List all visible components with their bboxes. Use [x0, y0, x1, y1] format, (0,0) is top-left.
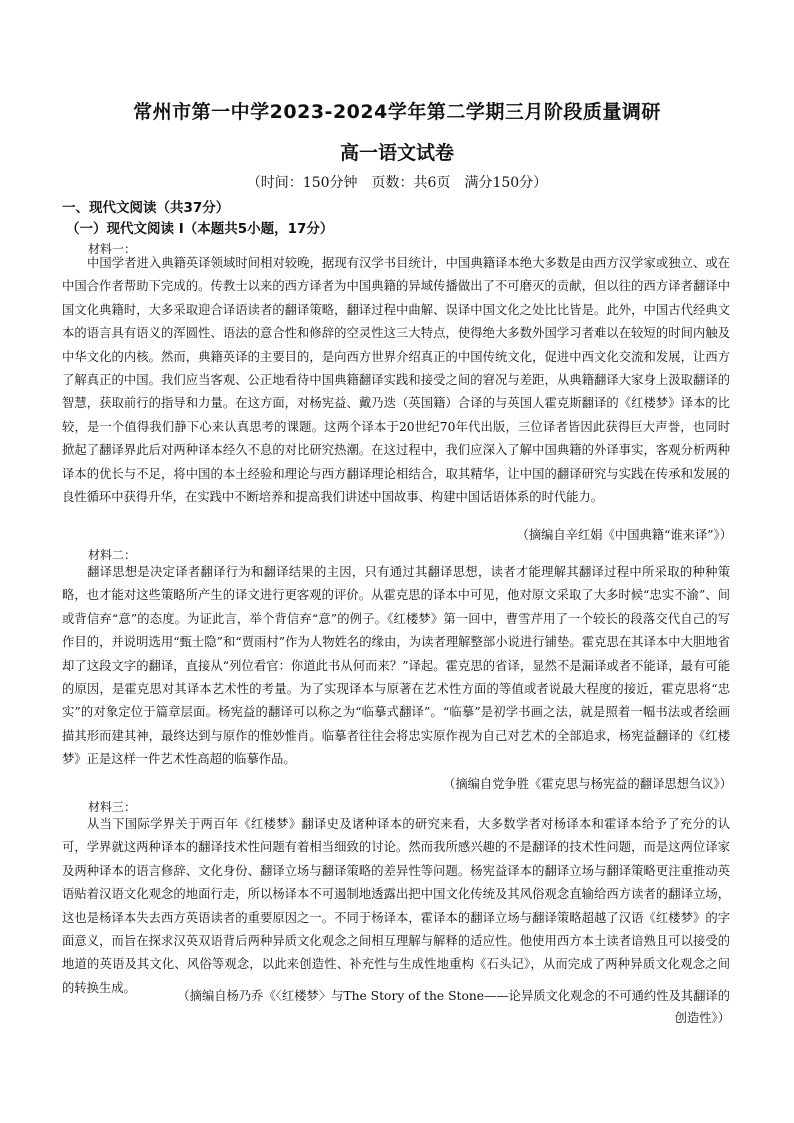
material1-label: 材料一：	[88, 242, 137, 256]
material1-text: 中国学者进入典籍英译领域时间相对较晚，据现有汉学书目统计，中国典籍译本绝大多数是由西方汉学家或独立、或在中国合作者帮助下完成的。传教士以来的西方译者为中国典籍的异域传播做出了不可磨灭的贡献，但以往的西方译者翻译中国文化典籍时，大多采取迎合译语读者的翻译策略，翻译过程中曲解、误译中国文化之处比比皆是。此外，中国古代经典文本的语言具有语义的浑圆性、语法的意合性和修辞的空灵性这三大特点，使得绝大多数外国学习者难以在较短的时间内触及中华文化的内核。然而，典籍英译的主要目的，是向西方世界介绍真正的中国传统文化，促进中西文化交流和发展，让西方了解真正的中国。我们应当客观、公正地看待中国典籍翻译实践和接受之间的窘况与差距，从典籍翻译大家身上汲取翻译的智慧，获取前行的指导和力量。在这方面，对杨宪益、戴乃迭（英国籍）合译的与英国人霍克斯翻译的《红楼梦》译本的比较，是一个值得我们静下心来认真思考的课题。这两个译本于20世纪70年代出版，三位译者皆因此获得巨大声誉，也同时掀起了翻译界此后对两种译本经久不息的对比研究热潮。在这过程中，我们应深入了解中国典籍的外译事实，客观分析两种译本的优长与不足，将中国的本土经验和理论与西方翻译理论相结合，取其精华，让中国的翻译研究与实践在传承和发展的良性循环中获得升华，在实践中不断培养和提高我们讲述中国故事、构建中国话语体系的时代能力。	[62, 256, 730, 505]
material1-source: （摘编自辛红娟《中国典籍“谁来译”》）	[516, 528, 732, 542]
exam-subtitle: 高一语文试卷	[339, 142, 454, 164]
material3-source-line2: 创造性》）	[674, 1011, 730, 1025]
material2-label: 材料二：	[88, 548, 137, 562]
section-heading: 一、现代文阅读（共37分）	[62, 200, 230, 216]
material3-text: 从当下国际学界关于两百年《红楼梦》翻译史及诸种译本的研究来看，大多数学者对杨译本和霍译本给予了充分的认可，学界就这两种译本的翻译技术性问题有着相当细致的讨论。然而我所感兴趣的不是翻译的技术性问题，而是这两位译家及两种译本的语言修辞、文化身份、翻译立场与翻译策略的差异性等问题。杨宪益译本的翻译立场与翻译策略更注重推动英语贴着汉语文化观念的地面行走，所以杨译本不可遏制地透露出把中国文化传统及其风俗观念直输给西方读者的翻译立场，这也是杨译本失去西方英语读者的重要原因之一。不同于杨译本，霍译本的翻译立场与翻译策略超越了汉语《红楼梦》的字面意义，而旨在探求汉英双语背后两种异质文化观念之间相互理解与解释的适应性。他使用西方本土读者谙熟且可以接受的地道的英语及其文化、风俗等观念，以此来创造性、补充性与生成性地重构《石头记》，从而完成了两种异质文化观念之间的转换生成。	[62, 817, 730, 995]
material3-source-line1: （摘编自杨乃乔《〈红楼梦〉与The Story of the Stone——论异质文化观念的不可通约性及其翻译的	[177, 989, 730, 1003]
part-heading: （一）现代文阅读 I（本题共5小题，17分）	[66, 221, 334, 237]
material2-source: （摘编自党争胜《霍克思与杨宪益的翻译思想刍议》）	[443, 777, 732, 791]
material3-label: 材料三：	[88, 800, 137, 814]
material3-source	[62, 985, 730, 1029]
material2-text: 翻译思想是决定译者翻译行为和翻译结果的主因，只有通过其翻译思想，读者才能理解其翻译过程中所采取的种种策略，也才能对这些策略所产生的译文进行更客观的评价。从霍克思的译本中可见，他对原文采取了大多时候“忠实不渝”、间或背信弃“意”的态度。为证此言，举个背信弃“意”的例子。《红楼梦》第一回中，曹雪芹用了一个较长的段落交代自己的写作目的，并说明选用“甄士隐”和“贾雨村”作为人物姓名的缘由，为读者理解整部小说进行铺垫。霍克思在其译本中大胆地省却了这段文字的翻译，直接从“列位看官：你道此书从何而来？”译起。霍克思的省译，显然不是漏译或者不能译，最有可能的原因，是霍克思对其译本艺术性的考量。为了实现译本与原著在艺术性方面的等值或者说最大程度的接近，霍克思将“忠实”的对象定位于篇章层面。杨宪益的翻译可以称之为“临摹式翻译”。“临摹”是初学书画之法，就是照着一幅书法或者绘画描其形而建其神，最终达到与原作的惟妙惟肖。临摹者往往会将忠实原作视为自己对艺术的全部追求，杨宪益翻译的《红楼梦》正是这样一件艺术性高超的临摹作品。	[62, 565, 730, 767]
exam-title: 常州市第一中学2023-2024学年第二学期三月阶段质量调研	[133, 101, 661, 123]
exam-info: （时间：150分钟 页数：共6页 满分150分）	[246, 175, 548, 191]
